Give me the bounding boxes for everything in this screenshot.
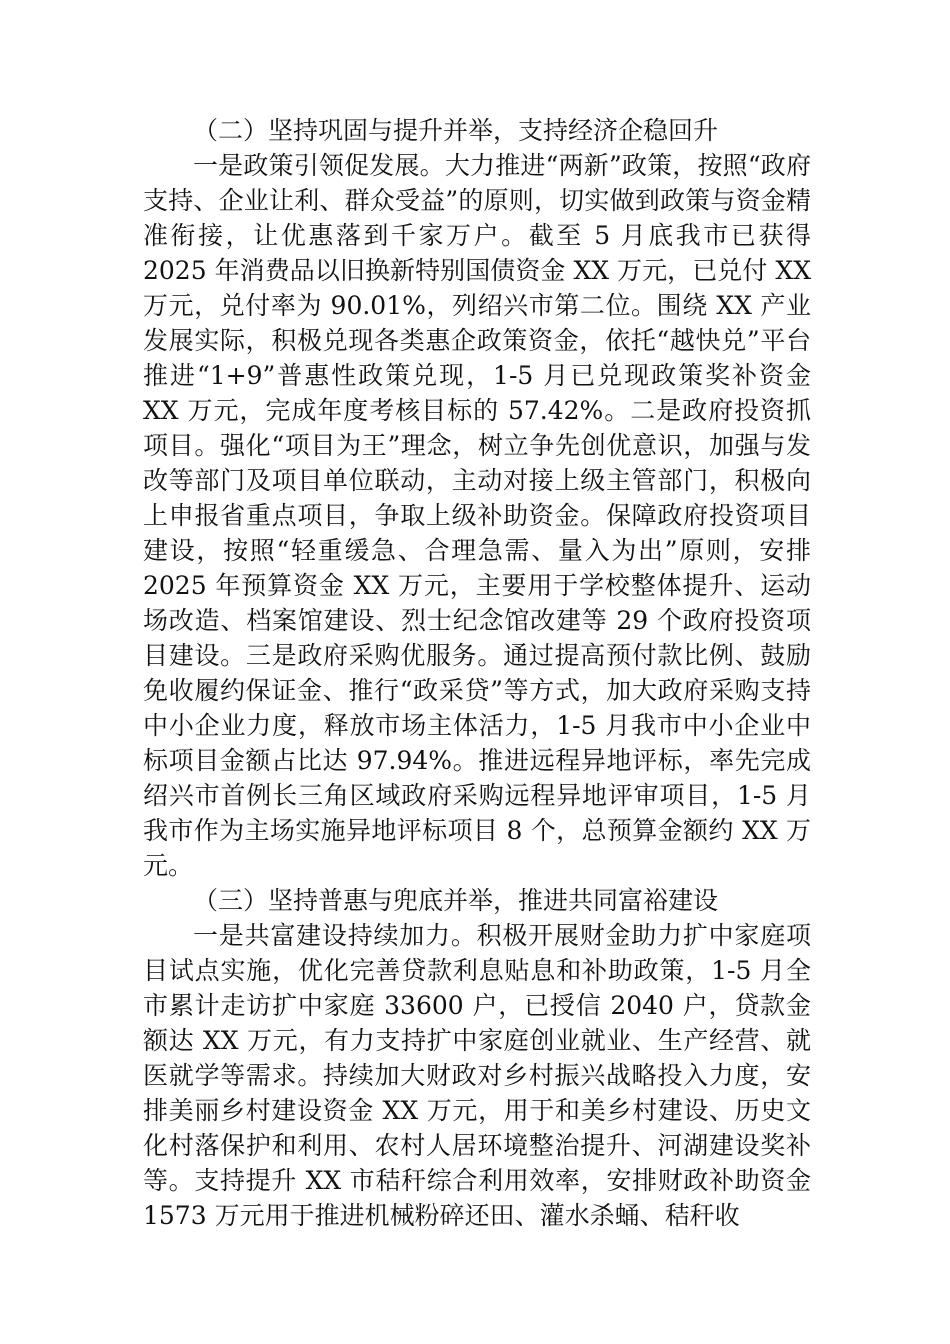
body-paragraph-2: 一是共富建设持续加力。积极开展财金助力扩中家庭项目试点实施，优化完善贷款利息贴息和补助政策，1-5 月全市累计走访扩中家庭 33600 户，已授信 2040 户，贷款金额达 XX 万元，有力支持扩中家庭创业就业、生产经营、就医就学等需求。持续加大财政对乡村振兴战略投入力度，安排美丽乡村建设资金 XX 万元，用于和美乡村建设、历史文化村落保护和利用、农村人居环境整治提升、河湖建设奖补等。支持提升 XX 市秸秆综合利用效率，安排财政补助资金 1573 万元用于推进机械粉碎还田、灌水杀蛹、秸秆收 [143, 921, 811, 1230]
document-body [143, 113, 811, 1233]
section-heading-2: （二）坚持巩固与提升并举，支持经济企稳回升 [193, 116, 719, 145]
body-paragraph-1: 一是政策引领促发展。大力推进“两新”政策，按照“政府支持、企业让利、群众受益”的原则，切实做到政策与资金精准衔接，让优惠落到千家万户。截至 5 月底我市已获得 2025 年消费品以旧换新特别国债资金 XX 万元，已兑付 XX 万元，兑付率为 90.01%，列绍兴市第二位。围绕 XX 产业发展实际，积极兑现各类惠企政策资金，依托“越快兑”平台推进“1+9”普惠性政策兑现，1-5 月已兑现政策奖补资金 XX 万元，完成年度考核目标的 57.42%。二是政府投资抓项目。强化“项目为王”理念，树立争先创优意识，加强与发改等部门及项目单位联动，主动对接上级主管部门，积极向上申报省重点项目，争取上级补助资金。保障政府投资项目建设，按照“轻重缓急、合理急需、量入为出”原则，安排 2025 年预算资金 XX 万元，主要用于学校整体提升、运动场改造、档案馆建设、烈士纪念馆改建等 29 个政府投资项目建设。三是政府采购优服务。通过提高预付款比例、鼓励免收履约保证金、推行“政采贷”等方式，加大政府采购支持中小企业力度，释放市场主体活力，1-5 月我市中小企业中标项目金额占比达 97.94%。推进远程异地评标，率先完成绍兴市首例长三角区域政府采购远程异地评审项目，1-5 月我市作为主场实施异地评标项目 8 个，总预算金额约 XX 万元。 [143, 151, 811, 880]
section-heading-3: （三）坚持普惠与兜底并举，推进共同富裕建设 [193, 886, 719, 915]
